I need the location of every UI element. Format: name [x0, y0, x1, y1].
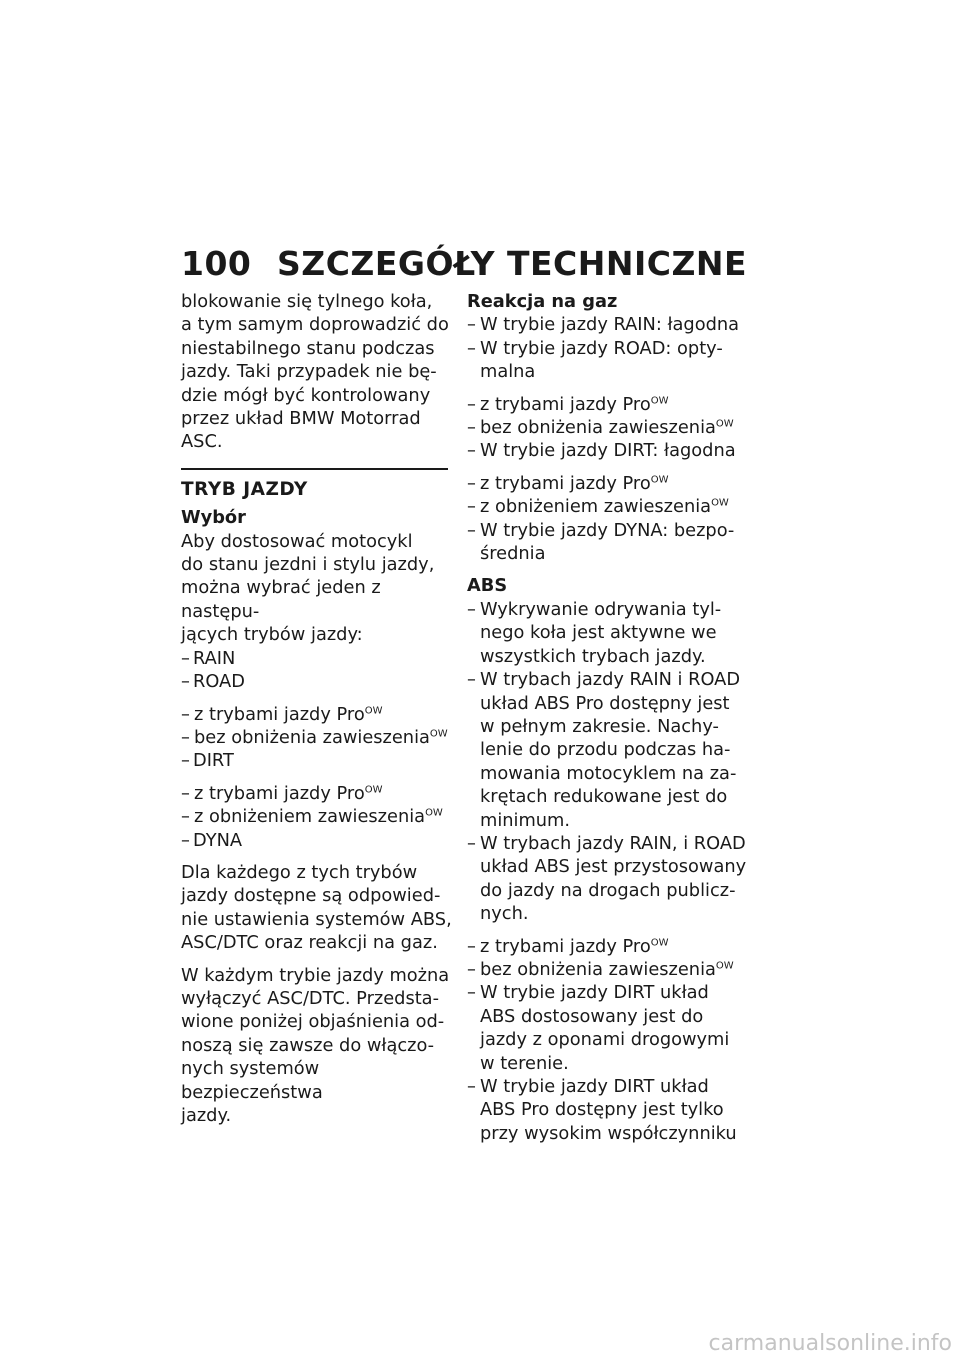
option-superscript: OW: [650, 474, 669, 486]
option-superscript: OW: [650, 937, 669, 949]
list-item: – W trybie jazdy DIRT układ ABS dostosowany jest do jazdy z oponami drogowymi w terenie.: [467, 981, 747, 1075]
option-superscript: OW: [425, 807, 443, 819]
list-item: – bez obniżenia zawieszenia$^{OW}$: [467, 958, 747, 981]
modes-paragraph: [181, 861, 453, 955]
list-item: – bez obniżenia zawieszenia$^{OW}$: [467, 416, 747, 439]
list-item: – bez obniżenia zawieszenia$^{OW}$: [181, 726, 453, 749]
option-superscript: OW: [429, 728, 448, 740]
section-divider: [181, 468, 448, 470]
text-line: wione poniżej objaśnienia od-: [181, 1011, 445, 1033]
list-item: – z obniżeniem zawieszenia$^{OW}$: [181, 805, 453, 828]
list-item: – W trybie jazdy DIRT układ ABS Pro dostępny jest tylko przy wysokim współczynniku: [467, 1075, 747, 1145]
text-line: Aby dostosować motocykl: [181, 530, 413, 552]
option-superscript: OW: [650, 395, 669, 407]
text-line: ASC.: [181, 431, 223, 453]
option-superscript: OW: [715, 960, 734, 972]
text-line: niestabilnego stanu podczas: [181, 337, 435, 359]
option-superscript: OW: [364, 784, 383, 796]
abs-title: ABS: [467, 575, 508, 597]
list-item: – W trybie jazdy RAIN: łagodna: [467, 313, 747, 336]
list-item: – z trybami jazdy Pro$^{OW}$: [181, 703, 453, 726]
list-item: – W trybie jazdy ROAD: opty- malna: [467, 337, 747, 384]
list-item: – Wykrywanie odrywania tyl- nego koła jest aktywne we wszystkich trybach jazdy.: [467, 598, 747, 668]
text-line: Dla każdego z tych trybów: [181, 861, 418, 883]
list-item: – W trybie jazdy DIRT: łagodna: [467, 439, 747, 462]
text-line: blokowanie się tylnego koła,: [181, 291, 433, 312]
text-line: do stanu jezdni i stylu jazdy,: [181, 554, 435, 576]
right-column: [467, 290, 747, 1145]
watermark: carmanualsonline.info: [708, 1331, 952, 1356]
text-line: nych systemów bezpieczeństwa: [181, 1058, 323, 1103]
list-item: – DIRT: [181, 749, 453, 772]
text-line: przez układ BMW Motorrad: [181, 408, 421, 430]
text-line: ASC/DTC oraz reakcji na gaz.: [181, 932, 438, 954]
page-title: SZCZEGÓŁY TECHNICZNE: [277, 244, 748, 283]
list-item: – DYNA: [181, 829, 453, 852]
option-superscript: OW: [364, 705, 383, 716]
text-line: dzie mógł być kontrolowany: [181, 384, 431, 406]
asc-paragraph: [181, 964, 453, 1128]
list-item: – W trybach jazdy RAIN, i ROAD układ ABS jest przystosowany do jazdy na drogach publicz- nych.: [467, 832, 747, 926]
intro-paragraph: [181, 290, 453, 454]
choose-paragraph: [181, 530, 453, 647]
list-item: – z trybami jazdy Pro$^{OW}$: [467, 935, 747, 958]
text-line: jazdy. Taki przypadek nie bę-: [181, 361, 437, 383]
text-line: można wybrać jeden z następu-: [181, 577, 381, 622]
text-line: jazdy dostępne są odpowied-: [181, 885, 441, 907]
text-line: noszą się zawsze do włączo-: [181, 1034, 435, 1056]
page-header: [181, 244, 747, 283]
list-item: – z trybami jazdy Pro$^{OW}$: [181, 782, 453, 805]
list-item: – ROAD: [181, 670, 453, 693]
option-superscript: OW: [715, 418, 734, 430]
text-line: jących trybów jazdy:: [181, 624, 363, 646]
text-line: a tym samym doprowadzić do: [181, 314, 449, 336]
list-item: – z trybami jazdy Pro$^{OW}$: [467, 393, 747, 416]
option-superscript: OW: [711, 497, 729, 509]
list-item: – W trybie jazdy DYNA: bezpo- średnia: [467, 519, 747, 566]
subsection-title: Wybór: [181, 507, 246, 529]
text-line: wyłączyć ASC/DTC. Przedsta-: [181, 987, 439, 1009]
text-line: nie ustawienia systemów ABS,: [181, 908, 452, 930]
list-item: – z obniżeniem zawieszenia$^{OW}$: [467, 495, 747, 518]
list-item: – z trybami jazdy Pro$^{OW}$: [467, 472, 747, 495]
text-line: W każdym trybie jazdy można: [181, 964, 450, 986]
page-number: 100: [181, 244, 252, 283]
left-column: [181, 290, 453, 1127]
throttle-title: Reakcja na gaz: [467, 291, 618, 312]
text-line: jazdy.: [181, 1105, 232, 1126]
section-title: TRYB JAZDY: [181, 478, 308, 500]
list-item: – W trybach jazdy RAIN i ROAD układ ABS Pro dostępny jest w pełnym zakresie. Nachy- lenie do przodu podczas ha- mowania motocyklem na za- krętach redukowane jest do minimum.: [467, 668, 747, 832]
list-item: – RAIN: [181, 647, 453, 670]
